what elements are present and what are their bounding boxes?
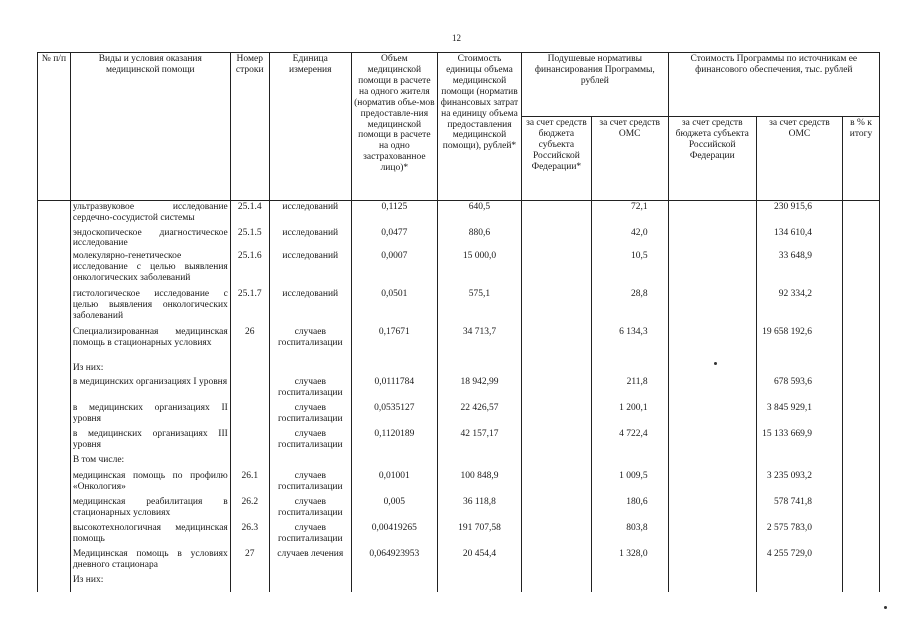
cell-pc-oms: 1 200,1 bbox=[591, 402, 668, 428]
cell-volume bbox=[351, 574, 437, 592]
cell-prog-budget bbox=[668, 227, 756, 251]
cell-pc-oms: 803,8 bbox=[591, 522, 668, 548]
header-pc-budget: за счет средств бюджета субъекта Российской Федерации* bbox=[522, 117, 592, 201]
cell-name: В том числе: bbox=[70, 454, 230, 470]
cell-num bbox=[38, 454, 71, 470]
cell-num bbox=[38, 522, 71, 548]
table-row bbox=[38, 454, 880, 470]
header-row-no: Номер строки bbox=[230, 53, 269, 201]
cell-row-no bbox=[230, 574, 269, 592]
cell-pc-oms: 10,5 bbox=[591, 250, 668, 288]
cell-pc-oms: 1 328,0 bbox=[591, 548, 668, 574]
cell-prog-oms bbox=[756, 574, 842, 592]
scan-mark bbox=[714, 362, 717, 365]
cell-row-no bbox=[230, 428, 269, 454]
header-prog-oms: за счет средств ОМС bbox=[756, 117, 842, 201]
header-volume: Объем медицинской помощи в расчете на одного жителя (норматив объе-мов предоставле-ния медицинской помощи в расчете на одно застрахованное лицо)* bbox=[351, 53, 437, 201]
cell-pc-budget bbox=[522, 522, 592, 548]
cell-pct bbox=[842, 326, 879, 362]
cell-cost: 640,5 bbox=[437, 201, 521, 227]
cell-prog-oms: 19 658 192,6 bbox=[756, 326, 842, 362]
cell-pct bbox=[842, 250, 879, 288]
cell-prog-budget bbox=[668, 496, 756, 522]
cell-row-no: 25.1.7 bbox=[230, 288, 269, 326]
cell-volume: 0,0535127 bbox=[351, 402, 437, 428]
cell-prog-oms: 578 741,8 bbox=[756, 496, 842, 522]
cell-pct bbox=[842, 288, 879, 326]
cell-prog-oms: 230 915,6 bbox=[756, 201, 842, 227]
cell-row-no: 25.1.5 bbox=[230, 227, 269, 251]
cell-pct bbox=[842, 402, 879, 428]
table-row bbox=[38, 326, 880, 362]
cell-volume: 0,00419265 bbox=[351, 522, 437, 548]
cell-pc-oms bbox=[591, 362, 668, 376]
table-row bbox=[38, 288, 880, 326]
cell-pct bbox=[842, 522, 879, 548]
cell-cost bbox=[437, 574, 521, 592]
cell-unit: исследований bbox=[269, 227, 351, 251]
cell-unit: случаев госпитализации bbox=[269, 522, 351, 548]
cell-cost bbox=[437, 362, 521, 376]
cell-name: в медицинских организациях III уровня bbox=[70, 428, 230, 454]
cell-unit: случаев госпитализации bbox=[269, 470, 351, 496]
cell-pct bbox=[842, 496, 879, 522]
cell-row-no: 26.3 bbox=[230, 522, 269, 548]
cell-pc-budget bbox=[522, 250, 592, 288]
table-row bbox=[38, 362, 880, 376]
cell-row-no: 25.1.6 bbox=[230, 250, 269, 288]
table-row bbox=[38, 522, 880, 548]
cell-pc-budget bbox=[522, 574, 592, 592]
cell-cost: 22 426,57 bbox=[437, 402, 521, 428]
table-row bbox=[38, 548, 880, 574]
cell-num bbox=[38, 326, 71, 362]
cell-cost bbox=[437, 454, 521, 470]
cell-cost: 20 454,4 bbox=[437, 548, 521, 574]
page-number: 12 bbox=[452, 33, 461, 43]
cell-pc-budget bbox=[522, 402, 592, 428]
cell-pc-budget bbox=[522, 548, 592, 574]
cell-num bbox=[38, 548, 71, 574]
cell-prog-budget bbox=[668, 201, 756, 227]
cell-name: Специализированная медицинская помощь в стационарных условиях bbox=[70, 326, 230, 362]
cell-unit: случаев госпитализации bbox=[269, 428, 351, 454]
cell-prog-budget bbox=[668, 548, 756, 574]
cell-num bbox=[38, 201, 71, 227]
cell-num bbox=[38, 574, 71, 592]
cell-prog-budget bbox=[668, 326, 756, 362]
cell-pc-oms: 28,8 bbox=[591, 288, 668, 326]
cell-prog-budget bbox=[668, 454, 756, 470]
cell-unit bbox=[269, 362, 351, 376]
cell-unit: случаев госпитализации bbox=[269, 402, 351, 428]
cell-volume: 0,0007 bbox=[351, 250, 437, 288]
cell-row-no bbox=[230, 402, 269, 428]
cell-name: в медицинских организациях I уровня bbox=[70, 376, 230, 402]
cell-row-no: 26 bbox=[230, 326, 269, 362]
cell-cost: 100 848,9 bbox=[437, 470, 521, 496]
cell-prog-budget bbox=[668, 428, 756, 454]
cell-name: эндоскопическое диагностическое исследование bbox=[70, 227, 230, 251]
cell-cost: 575,1 bbox=[437, 288, 521, 326]
cell-pc-oms: 1 009,5 bbox=[591, 470, 668, 496]
cell-name: Медицинская помощь в условиях дневного стационара bbox=[70, 548, 230, 574]
cell-volume: 0,0111784 bbox=[351, 376, 437, 402]
cell-pct bbox=[842, 362, 879, 376]
cell-row-no: 26.1 bbox=[230, 470, 269, 496]
cell-row-no: 27 bbox=[230, 548, 269, 574]
table-row bbox=[38, 496, 880, 522]
cell-prog-oms: 92 334,2 bbox=[756, 288, 842, 326]
financing-table bbox=[37, 52, 880, 592]
cell-cost: 191 707,58 bbox=[437, 522, 521, 548]
cell-prog-budget bbox=[668, 470, 756, 496]
cell-name: высокотехнологичная медицинская помощь bbox=[70, 522, 230, 548]
header-prog-budget: за счет средств бюджета субъекта Российской Федерации bbox=[668, 117, 756, 201]
cell-pc-oms bbox=[591, 574, 668, 592]
cell-volume: 0,005 bbox=[351, 496, 437, 522]
cell-pc-budget bbox=[522, 470, 592, 496]
cell-row-no: 26.2 bbox=[230, 496, 269, 522]
cell-pct bbox=[842, 574, 879, 592]
cell-prog-oms: 15 133 669,9 bbox=[756, 428, 842, 454]
cell-pc-oms: 4 722,4 bbox=[591, 428, 668, 454]
cell-pct bbox=[842, 201, 879, 227]
cell-volume bbox=[351, 454, 437, 470]
cell-pc-oms: 6 134,3 bbox=[591, 326, 668, 362]
cell-pc-budget bbox=[522, 288, 592, 326]
cell-unit: исследований bbox=[269, 201, 351, 227]
cell-name: ультразвуковое исследование сердечно-сосудистой системы bbox=[70, 201, 230, 227]
cell-pc-budget bbox=[522, 376, 592, 402]
cell-prog-budget bbox=[668, 574, 756, 592]
cell-num bbox=[38, 250, 71, 288]
cell-unit: случаев госпитализации bbox=[269, 326, 351, 362]
cell-prog-budget bbox=[668, 288, 756, 326]
header-types: Виды и условия оказания медицинской помощи bbox=[70, 53, 230, 201]
cell-volume: 0,01001 bbox=[351, 470, 437, 496]
cell-unit: исследований bbox=[269, 288, 351, 326]
cell-prog-budget bbox=[668, 402, 756, 428]
cell-prog-budget bbox=[668, 522, 756, 548]
table-row bbox=[38, 428, 880, 454]
cell-pc-budget bbox=[522, 326, 592, 362]
cell-pc-budget bbox=[522, 227, 592, 251]
cell-pc-budget bbox=[522, 428, 592, 454]
cell-unit: случаев госпитализации bbox=[269, 496, 351, 522]
cell-pc-oms: 180,6 bbox=[591, 496, 668, 522]
cell-name: молекулярно-генетическое исследование с целью выявления онкологических заболеваний bbox=[70, 250, 230, 288]
cell-volume: 0,0501 bbox=[351, 288, 437, 326]
cell-cost: 18 942,99 bbox=[437, 376, 521, 402]
cell-num bbox=[38, 402, 71, 428]
cell-pc-budget bbox=[522, 496, 592, 522]
cell-prog-budget bbox=[668, 250, 756, 288]
cell-pct bbox=[842, 470, 879, 496]
cell-pct bbox=[842, 428, 879, 454]
cell-prog-budget bbox=[668, 362, 756, 376]
cell-row-no bbox=[230, 362, 269, 376]
cell-unit bbox=[269, 574, 351, 592]
table-row bbox=[38, 201, 880, 227]
cell-num bbox=[38, 362, 71, 376]
cell-cost: 34 713,7 bbox=[437, 326, 521, 362]
table-row bbox=[38, 227, 880, 251]
cell-pc-budget bbox=[522, 201, 592, 227]
cell-unit: исследований bbox=[269, 250, 351, 288]
header-prog-pct: в % к итогу bbox=[842, 117, 879, 201]
cell-num bbox=[38, 227, 71, 251]
table-body bbox=[38, 201, 880, 593]
cell-volume: 0,1120189 bbox=[351, 428, 437, 454]
cell-volume: 0,1125 bbox=[351, 201, 437, 227]
table-row bbox=[38, 402, 880, 428]
cell-num bbox=[38, 288, 71, 326]
cell-num bbox=[38, 496, 71, 522]
cell-unit: случаев лечения bbox=[269, 548, 351, 574]
cell-unit: случаев госпитализации bbox=[269, 376, 351, 402]
table-row bbox=[38, 376, 880, 402]
header-num: № п/п bbox=[38, 53, 71, 201]
cell-volume: 0,064923953 bbox=[351, 548, 437, 574]
cell-cost: 42 157,17 bbox=[437, 428, 521, 454]
cell-num bbox=[38, 470, 71, 496]
cell-num bbox=[38, 428, 71, 454]
cell-prog-oms: 134 610,4 bbox=[756, 227, 842, 251]
cell-pct bbox=[842, 227, 879, 251]
cell-name: гистологическое исследование с целью выявления онкологических заболеваний bbox=[70, 288, 230, 326]
cell-row-no bbox=[230, 454, 269, 470]
cell-prog-budget bbox=[668, 376, 756, 402]
cell-pct bbox=[842, 454, 879, 470]
cell-pc-budget bbox=[522, 362, 592, 376]
cell-prog-oms: 4 255 729,0 bbox=[756, 548, 842, 574]
cell-prog-oms: 678 593,6 bbox=[756, 376, 842, 402]
header-per-capita: Подушевые нормативы финансирования Программы, рублей bbox=[522, 53, 669, 117]
cell-name: Из них: bbox=[70, 362, 230, 376]
header-cost: Стоимость единицы объема медицинской помощи (норматив финансовых затрат на единицу объема предоставления медицинской помощи), рублей* bbox=[437, 53, 521, 201]
cell-prog-oms bbox=[756, 362, 842, 376]
cell-row-no: 25.1.4 bbox=[230, 201, 269, 227]
scan-mark bbox=[884, 606, 887, 609]
cell-prog-oms: 3 235 093,2 bbox=[756, 470, 842, 496]
table-row bbox=[38, 250, 880, 288]
header-unit: Единица измерения bbox=[269, 53, 351, 201]
cell-name: медицинская реабилитация в стационарных условиях bbox=[70, 496, 230, 522]
cell-name: медицинская помощь по профилю «Онкология» bbox=[70, 470, 230, 496]
cell-pc-budget bbox=[522, 454, 592, 470]
table-row bbox=[38, 574, 880, 592]
cell-name: в медицинских организациях II уровня bbox=[70, 402, 230, 428]
cell-num bbox=[38, 376, 71, 402]
cell-prog-oms: 3 845 929,1 bbox=[756, 402, 842, 428]
cell-volume bbox=[351, 362, 437, 376]
header-pc-oms: за счет средств ОМС bbox=[591, 117, 668, 201]
cell-prog-oms: 2 575 783,0 bbox=[756, 522, 842, 548]
cell-pc-oms: 42,0 bbox=[591, 227, 668, 251]
cell-pc-oms bbox=[591, 454, 668, 470]
cell-pc-oms: 211,8 bbox=[591, 376, 668, 402]
table-header bbox=[38, 53, 880, 201]
cell-name: Из них: bbox=[70, 574, 230, 592]
cell-prog-oms bbox=[756, 454, 842, 470]
cell-pc-oms: 72,1 bbox=[591, 201, 668, 227]
cell-unit bbox=[269, 454, 351, 470]
cell-volume: 0,0477 bbox=[351, 227, 437, 251]
cell-cost: 880,6 bbox=[437, 227, 521, 251]
table-row bbox=[38, 470, 880, 496]
cell-pct bbox=[842, 376, 879, 402]
cell-prog-oms: 33 648,9 bbox=[756, 250, 842, 288]
cell-row-no bbox=[230, 376, 269, 402]
cell-pct bbox=[842, 548, 879, 574]
header-program-cost: Стоимость Программы по источникам ее финансового обеспечения, тыс. рублей bbox=[668, 53, 879, 117]
cell-cost: 15 000,0 bbox=[437, 250, 521, 288]
cell-volume: 0,17671 bbox=[351, 326, 437, 362]
cell-cost: 36 118,8 bbox=[437, 496, 521, 522]
